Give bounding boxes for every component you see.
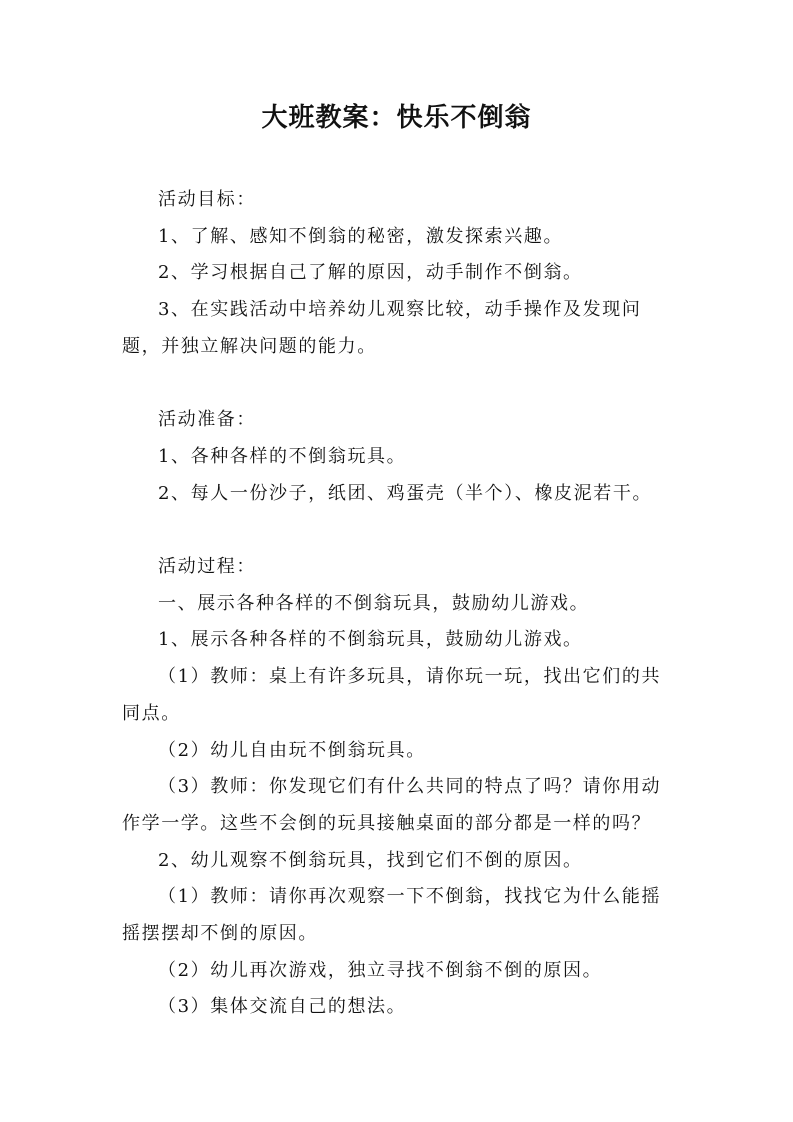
process-substep: （3）集体交流自己的想法。	[158, 996, 407, 1018]
preparation-item: 1、各种各样的不倒翁玩具。	[158, 445, 407, 467]
preparation-item: 2、每人一份沙子，纸团、鸡蛋壳（半个）、橡皮泥若干。	[158, 482, 653, 504]
objective-item: 3、在实践活动中培养幼儿观察比较，动手操作及发现问题，并独立解决问题的能力。	[122, 299, 642, 357]
objective-item: 1、了解、感知不倒翁的秘密，激发探索兴趣。	[158, 225, 564, 247]
section-heading-preparation: 活动准备：	[158, 409, 256, 431]
process-step: 2、幼儿观察不倒翁玩具，找到它们不倒的原因。	[158, 849, 583, 871]
process-substep: （1）教师：请你再次观察一下不倒翁，找找它为什么能摇摇摆摆却不倒的原因。	[122, 886, 662, 945]
process-substep: （1）教师：桌上有许多玩具，请你玩一玩，找出它们的共同点。	[122, 666, 662, 724]
section-heading-process: 活动过程：	[158, 556, 256, 577]
document-title: 大班教案：快乐不倒翁	[261, 103, 532, 133]
process-step: 1、展示各种各样的不倒翁玩具，鼓励幼儿游戏。	[158, 629, 583, 651]
section-heading-objectives: 活动目标：	[158, 189, 256, 210]
process-substep: （2）幼儿再次游戏，独立寻找不倒翁不倒的原因。	[158, 959, 603, 981]
document-body	[122, 182, 678, 1026]
process-substep: （2）幼儿自由玩不倒翁玩具。	[158, 739, 426, 761]
process-substep: （3）教师：你发现它们有什么共同的特点了吗？请你用动作学一学。这些不会倒的玩具接触桌面的部分都是一样的吗？	[122, 776, 662, 834]
objective-item: 2、学习根据自己了解的原因，动手制作不倒翁。	[158, 262, 583, 284]
process-step: 一、展示各种各样的不倒翁玩具，鼓励幼儿游戏。	[158, 592, 590, 614]
